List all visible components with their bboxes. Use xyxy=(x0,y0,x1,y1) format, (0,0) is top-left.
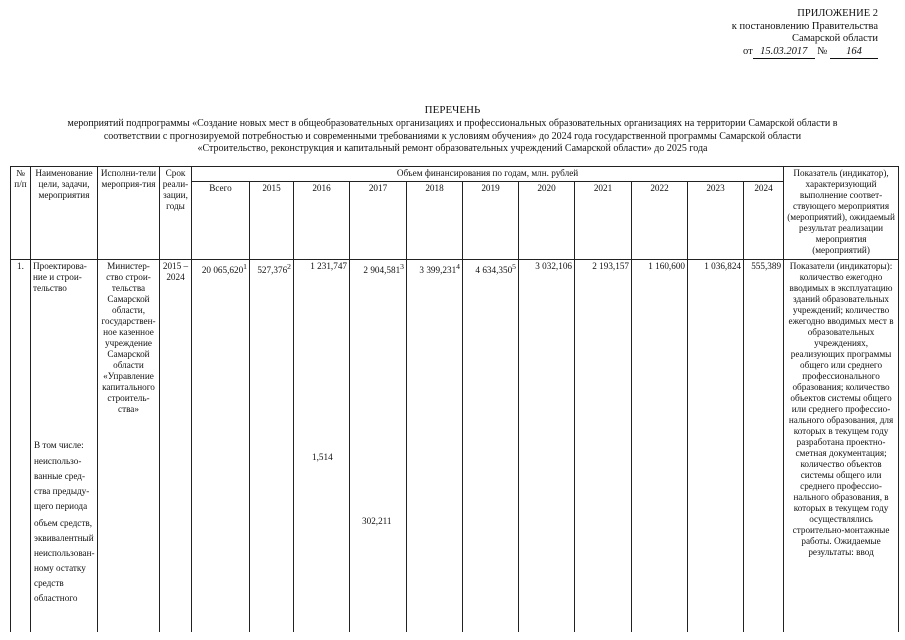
appendix-title: ПРИЛОЖЕНИЕ 2 xyxy=(797,8,878,19)
year-value: 4 634,350 xyxy=(475,265,513,276)
row-term: 2015 – 2024 xyxy=(160,260,192,633)
equivalent-funds-value: 302,211 xyxy=(362,516,392,526)
document-subtitle xyxy=(0,118,905,156)
equivalent-funds-label: объем средств, эквивалентный неиспользован-ному остатку средств областного xyxy=(34,518,95,603)
header-year: 2022 xyxy=(632,182,688,260)
subtitle-line-2: соответствии с прогнозируемой потребностью и современными требованиями к условиям обучения» до 2024 года государственной программы Самарской области xyxy=(103,130,802,142)
row-year-value xyxy=(688,260,744,633)
header-year: 2015 xyxy=(250,182,294,260)
header-year: 2021 xyxy=(575,182,632,260)
header-num: № п/п xyxy=(11,167,31,260)
row-year-value xyxy=(632,260,688,633)
year-value: 1 160,600 xyxy=(648,261,685,271)
row-indicator: Показатели (индикаторы): количество ежегодно вводимых в эксплуатацию зданий образовательных учреждений; количество ежегодно вводимых мест в образовательных учреждениях, реализующих программы общего или среднего профессионального образования; количество объектов системы общего или среднего профессио-нального образования, для которых в текущем году разработана проектно-сметная документация; количество объектов системы общего или среднего профессио-нального образования, в которых в текущем году осуществлялись строительно-монтажные работы. Ожидаемые результаты: ввод xyxy=(784,260,899,633)
appendix-block xyxy=(708,8,878,59)
number-prefix: № xyxy=(817,45,828,57)
row-year-value xyxy=(250,260,294,633)
row-year-value xyxy=(519,260,575,633)
header-year: 2016 xyxy=(294,182,350,260)
document-heading: ПЕРЕЧЕНЬ xyxy=(424,104,481,116)
year-value: 2 193,157 xyxy=(592,261,629,271)
header-term: Срок реали-зации, годы xyxy=(160,167,192,260)
footnote-mark: 3 xyxy=(400,262,404,271)
row-year-value xyxy=(575,260,632,633)
table-row xyxy=(11,260,899,633)
year-value: 555,389 xyxy=(751,261,782,271)
header-year: 2018 xyxy=(407,182,463,260)
header-total: Всего xyxy=(192,182,250,260)
row-year-value xyxy=(463,260,519,633)
footnote-mark: 4 xyxy=(456,262,460,271)
subtitle-line-3: «Строительство, реконструкция и капитальный ремонт образовательных учреждений Самарской области» до 2025 года xyxy=(197,143,708,154)
footnote-mark: 1 xyxy=(243,262,247,271)
appendix-date: 15.03.2017 xyxy=(753,46,815,60)
row-total xyxy=(192,260,250,633)
year-value: 3 399,231 xyxy=(419,265,457,276)
total-value: 20 065,620 xyxy=(201,265,244,276)
header-year: 2023 xyxy=(688,182,744,260)
year-value: 3 032,106 xyxy=(535,261,572,271)
year-value: 527,376 xyxy=(257,265,288,276)
appendix-line2: к постановлению Правительства xyxy=(731,20,878,32)
including-label: В том числе: xyxy=(34,440,84,450)
header-executor: Исполни-тели мероприя-тия xyxy=(98,167,160,260)
header-funding: Объем финансирования по годам, млн. рублей xyxy=(192,167,784,182)
unused-funds-value: 1,514 xyxy=(312,452,333,462)
header-year: 2024 xyxy=(744,182,784,260)
year-value: 1 036,824 xyxy=(704,261,741,271)
unused-funds-label: неиспользо-ванные сред-ства предыду-щего периода xyxy=(34,456,90,511)
header-year: 2019 xyxy=(463,182,519,260)
row-year-value xyxy=(407,260,463,633)
row-num: 1. xyxy=(11,260,31,633)
row-executor: Министер-ство строи-тельства Самарской области, государствен-ное казенное учреждение Самарской области «Управление капитального строитель-ства» xyxy=(98,260,160,633)
subtitle-line-1: мероприятий подпрограммы «Создание новых мест в общеобразовательных организациях и профессиональных образовательных организациях на территории Самарской области в xyxy=(67,118,838,129)
row-year-value xyxy=(744,260,784,633)
header-row-1 xyxy=(11,167,899,182)
measures-table xyxy=(10,166,899,632)
appendix-date-line xyxy=(708,46,878,60)
row-name: Проектирова-ние и строи-тельство xyxy=(31,260,98,633)
footnote-mark: 5 xyxy=(512,262,516,271)
row-year-value xyxy=(350,260,407,633)
header-indicator: Показатель (индикатор), характеризующий выполнение соответ-ствующего мероприятия (мероприятий), ожидаемый результат реализации мероприятия (мероприятий) xyxy=(784,167,899,260)
header-year: 2020 xyxy=(519,182,575,260)
appendix-number: 164 xyxy=(830,46,878,60)
header-name: Наименование цели, задачи, мероприятия xyxy=(31,167,98,260)
date-prefix: от xyxy=(743,45,753,57)
row-year-value xyxy=(294,260,350,633)
footnote-mark: 2 xyxy=(287,262,291,271)
header-year: 2017 xyxy=(350,182,407,260)
year-value: 2 904,581 xyxy=(363,265,401,276)
appendix-line3: Самарской области xyxy=(792,33,878,44)
year-value: 1 231,747 xyxy=(310,261,347,271)
